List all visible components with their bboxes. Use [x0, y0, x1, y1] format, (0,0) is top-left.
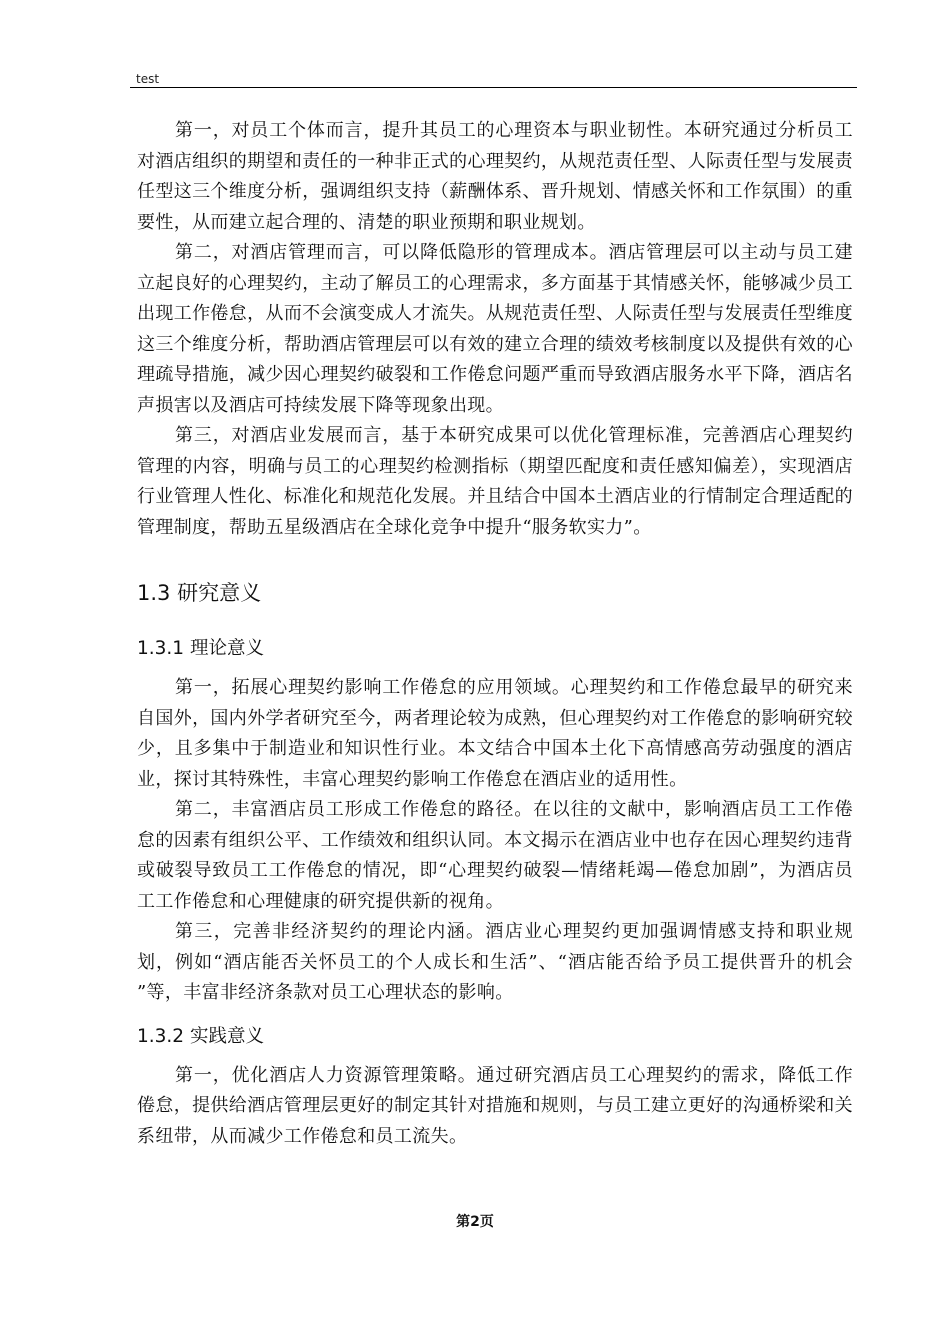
header-divider	[130, 87, 857, 88]
page-header: test	[136, 72, 160, 86]
intro-paragraph-3: 第三，对酒店业发展而言，基于本研究成果可以优化管理标准，完善酒店心理契约管理的内容，明确与员工的心理契约检测指标（期望匹配度和责任感知偏差），实现酒店行业管理人性化、标准化和规范化发展。并且结合中国本土酒店业的行情制定合理适配的管理制度，帮助五星级酒店在全球化竞争中提升“服务软实力”。	[137, 425, 853, 538]
subsection-heading-practical: 1.3.2 实践意义	[137, 1025, 264, 1047]
theoretical-paragraph-3: 第三，完善非经济契约的理论内涵。酒店业心理契约更加强调情感支持和职业规划，例如“酒店能否关怀员工的个人成长和生活”、“酒店能否给予员工提供晋升的机会 ”等，丰富非经济条款对员工心理状态的影响。	[137, 921, 853, 1003]
intro-paragraph-1: 第一，对员工个体而言，提升其员工的心理资本与职业韧性。本研究通过分析员工对酒店组织的期望和责任的一种非正式的心理契约，从规范责任型、人际责任型与发展责任型这三个维度分析，强调组织支持（薪酬体系、晋升规划、情感关怀和工作氛围）的重要性，从而建立起合理的、清楚的职业预期和职业规划。	[137, 120, 853, 233]
theoretical-paragraph-2: 第二，丰富酒店员工形成工作倦怠的路径。在以往的文献中，影响酒店员工工作倦怠的因素有组织公平、工作绩效和组织认同。本文揭示在酒店业中也存在因心理契约违背或破裂导致员工工作倦怠的情况，即“心理契约破裂—情绪耗竭—倦怠加剧”，为酒店员工工作倦怠和心理健康的研究提供新的视角。	[137, 799, 853, 912]
theoretical-paragraph-1: 第一，拓展心理契约影响工作倦怠的应用领域。心理契约和工作倦怠最早的研究来自国外，国内外学者研究至今，两者理论较为成熟，但心理契约对工作倦怠的影响研究较少，且多集中于制造业和知识性行业。本文结合中国本土化下高情感高劳动强度的酒店业，探讨其特殊性，丰富心理契约影响工作倦怠在酒店业的适用性。	[137, 677, 853, 790]
subsection-heading-theoretical: 1.3.1 理论意义	[137, 638, 264, 659]
section-heading-research-significance: 1.3 研究意义	[137, 581, 262, 605]
page-number: 第2页	[456, 1214, 494, 1230]
document-body	[137, 116, 853, 1152]
practical-paragraph-1: 第一，优化酒店人力资源管理策略。通过研究酒店员工心理契约的需求，降低工作倦怠，提供给酒店管理层更好的制定其针对措施和规则，与员工建立更好的沟通桥梁和关系纽带，从而减少工作倦怠和员工流失。	[137, 1064, 853, 1147]
intro-paragraph-2: 第二，对酒店管理而言，可以降低隐形的管理成本。酒店管理层可以主动与员工建立起良好的心理契约，主动了解员工的心理需求，多方面基于其情感关怀，能够减少员工出现工作倦怠，从而不会演变成人才流失。从规范责任型、人际责任型与发展责任型维度这三个维度分析，帮助酒店管理层可以有效的建立合理的绩效考核制度以及提供有效的心理疏导措施，减少因心理契约破裂和工作倦怠问题严重而导致酒店服务水平下降，酒店名声损害以及酒店可持续发展下降等现象出现。	[137, 242, 853, 416]
